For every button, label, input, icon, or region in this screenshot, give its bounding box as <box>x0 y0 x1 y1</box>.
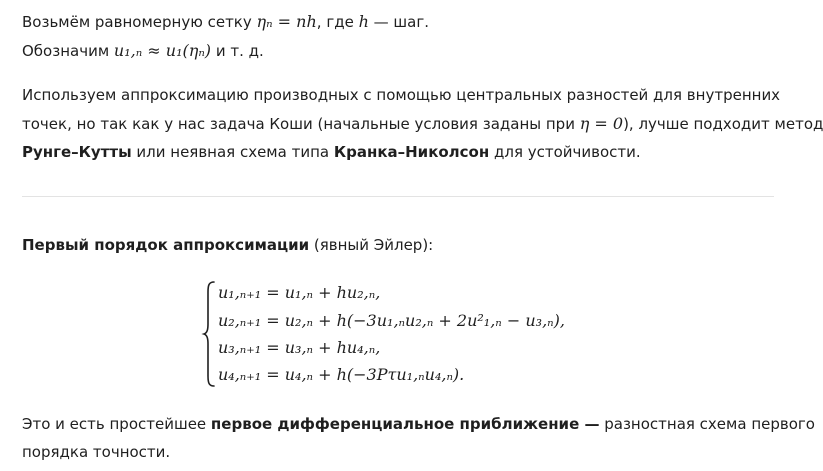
method-line-1 <box>22 85 780 105</box>
method-text-2-suffix: ), лучше подходит метод <box>623 115 823 133</box>
conclusion-bold: первое дифференциальное приближение — <box>210 415 600 433</box>
runge-kutta-term: Рунге–Кутты <box>22 143 132 161</box>
conclusion-suffix: разностная схема первого <box>599 415 815 433</box>
grid-text-suffix: — шаг. <box>368 13 429 31</box>
grid-formula: ηₙ = nh <box>256 12 317 31</box>
section-heading <box>22 235 433 255</box>
method-text-2-prefix: точек, но так как у нас задача Коши (начальные условия заданы при <box>22 115 580 133</box>
notation-prefix: Обозначим <box>22 42 114 60</box>
method-text-1: Используем аппроксимацию производных с помощью центральных разностей для внутренних <box>22 86 781 104</box>
conclusion-line-2 <box>22 442 170 462</box>
grid-definition-line <box>22 12 429 32</box>
section-divider <box>22 196 774 197</box>
crank-nicolson-term: Кранка–Николсон <box>333 143 490 161</box>
equation-row-2 <box>218 311 565 331</box>
method-text-3-mid: или неявная схема типа <box>131 143 334 161</box>
equation-1: u₁,ₙ₊₁ = u₁,ₙ + hu₂,ₙ, <box>218 283 381 302</box>
section-heading-rest: (явный Эйлер): <box>309 236 434 254</box>
step-symbol: h <box>358 12 369 31</box>
conclusion-prefix: Это и есть простейшее <box>22 415 211 433</box>
left-brace-icon <box>203 280 217 388</box>
equation-2: u₂,ₙ₊₁ = u₂,ₙ + h(−3u₁,ₙu₂,ₙ + 2u²₁,ₙ − u₃,ₙ), <box>218 311 565 330</box>
grid-text-mid: , где <box>316 13 359 31</box>
equation-4: u₄,ₙ₊₁ = u₄,ₙ + h(−3Pτu₁,ₙu₄,ₙ). <box>218 365 465 384</box>
grid-text-prefix: Возьмём равномерную сетку <box>22 13 257 31</box>
notation-formula: u₁,ₙ ≈ u₁(ηₙ) <box>113 41 212 60</box>
initial-condition-formula: η = 0 <box>579 114 624 133</box>
method-line-3 <box>22 142 641 162</box>
equation-system <box>203 280 623 388</box>
method-line-2 <box>22 114 823 134</box>
section-heading-bold: Первый порядок аппроксимации <box>22 236 310 254</box>
method-text-3-suffix: для устойчивости. <box>489 143 641 161</box>
notation-line <box>22 41 264 61</box>
equation-3: u₃,ₙ₊₁ = u₃,ₙ + hu₄,ₙ, <box>218 338 381 357</box>
conclusion-text-2: порядка точности. <box>22 443 171 461</box>
conclusion-line-1 <box>22 414 815 434</box>
equation-row-3 <box>218 338 380 358</box>
equation-row-1 <box>218 283 380 303</box>
notation-suffix: и т. д. <box>211 42 264 60</box>
equation-row-4 <box>218 365 464 385</box>
